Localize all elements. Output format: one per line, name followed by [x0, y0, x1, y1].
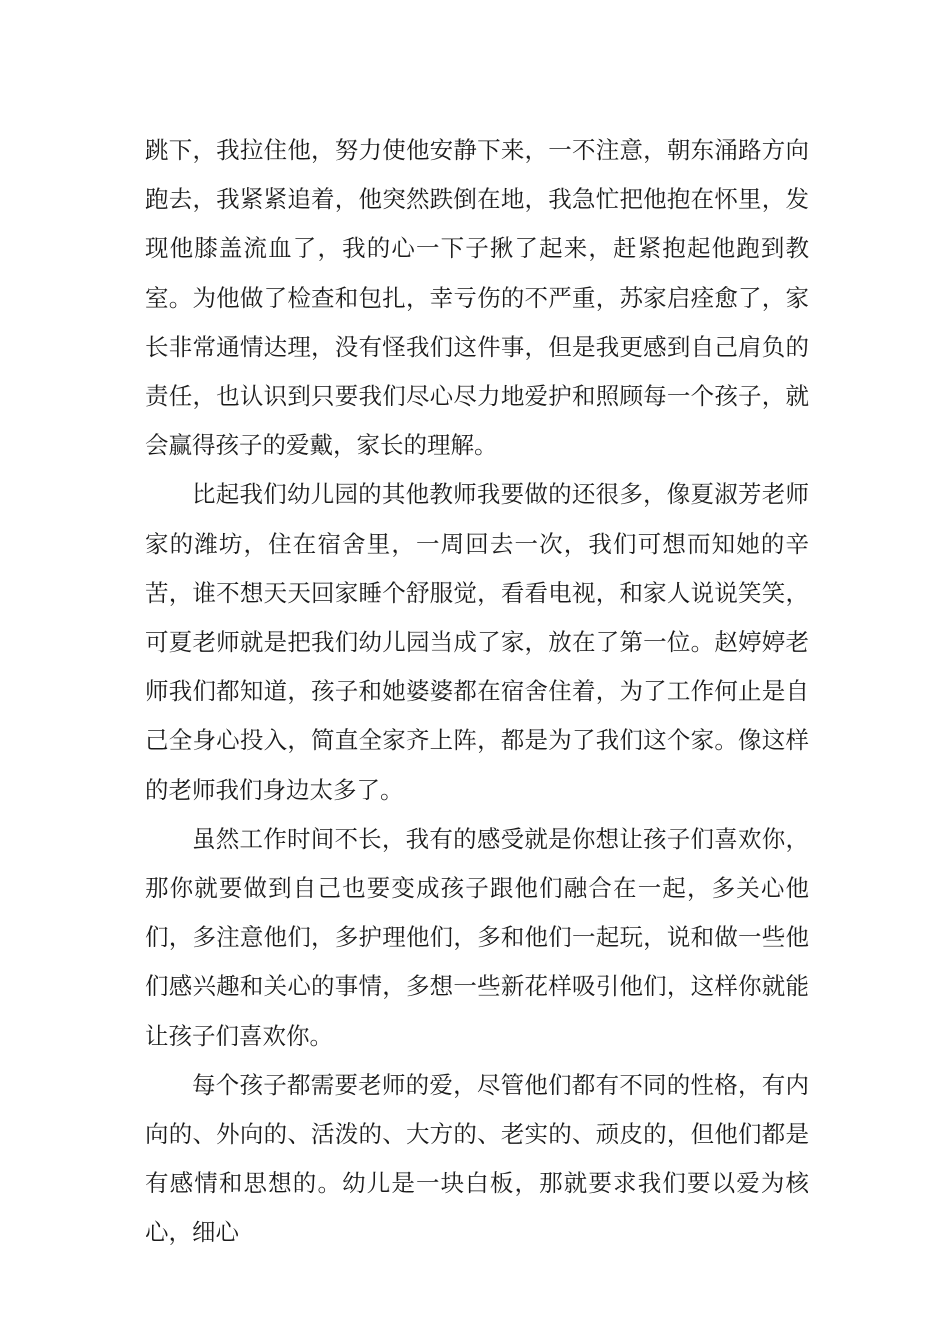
paragraph-3: 虽然工作时间不长，我有的感受就是你想让孩子们喜欢你，那你就要做到自己也要变成孩子跟他们融合在一起，多关心他们，多注意他们，多护理他们，多和他们一起玩，说和做一些他们感兴趣和关心的事情，多想一些新花样吸引他们，这样你就能让孩子们喜欢你。 — [145, 824, 809, 1050]
paragraph-2: 比起我们幼儿园的其他教师我要做的还很多，像夏淑芳老师家的潍坊，住在宿舍里，一周回去一次，我们可想而知她的辛苦，谁不想天天回家睡个舒服觉，看看电视，和家人说说笑笑，可夏老师就是把我们幼儿园当成了家，放在了第一位。赵婷婷老师我们都知道，孩子和她婆婆都在宿舍住着，为了工作何止是自己全身心投入，简直全家齐上阵，都是为了我们这个家。像这样的老师我们身边太多了。 — [145, 480, 809, 804]
paragraph-1: 跳下，我拉住他，努力使他安静下来，一不注意，朝东涌路方向跑去，我紧紧追着，他突然跌倒在地，我急忙把他抱在怀里，发现他膝盖流血了，我的心一下子揪了起来，赶紧抱起他跑到教室。为他做了检查和包扎，幸亏伤的不严重，苏家启痊愈了，家长非常通情达理，没有怪我们这件事，但是我更感到自己肩负的责任，也认识到只要我们尽心尽力地爱护和照顾每一个孩子，就会赢得孩子的爱戴，家长的理解。 — [145, 136, 809, 460]
paragraph-4: 每个孩子都需要老师的爱，尽管他们都有不同的性格，有内向的、外向的、活泼的、大方的、老实的、顽皮的，但他们都是有感情和思想的。幼儿是一块白板，那就要求我们要以爱为核心，细心 — [145, 1070, 809, 1247]
document-page — [145, 126, 809, 1258]
